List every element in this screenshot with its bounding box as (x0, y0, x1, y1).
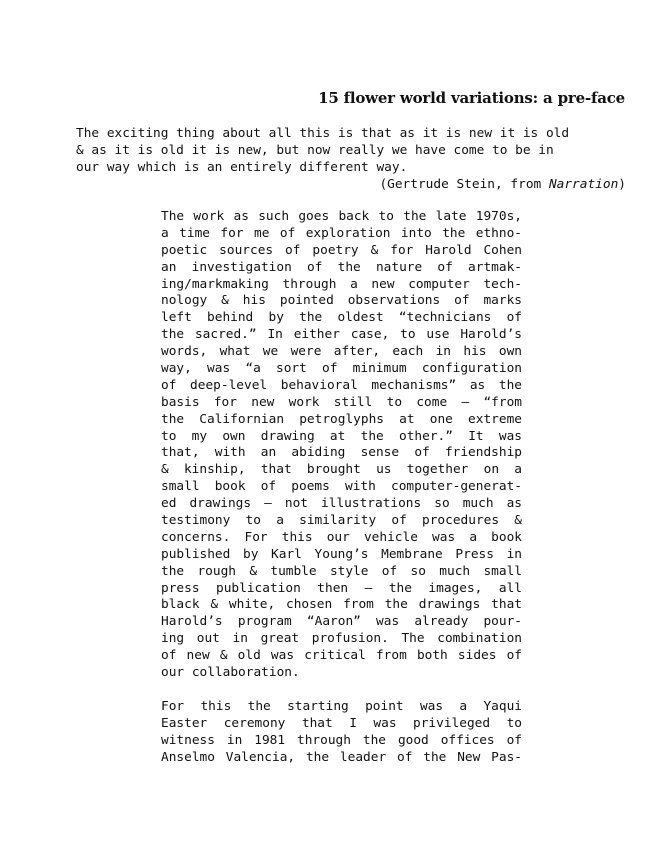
epigraph (76, 125, 626, 193)
text-line: way, was “a sort of minimum configuration (161, 361, 522, 377)
epigraph-line: The exciting thing about all this is that as it is new it is old (76, 126, 570, 141)
text-line: The work as such goes back to the late 1970s, (161, 209, 522, 224)
epigraph-line: & as it is old it is new, but now really we have come to be in (76, 143, 554, 158)
text-line: For this the starting point was a Yaqui (161, 698, 522, 714)
attribution-work-title: Narration (548, 177, 619, 192)
text-line: our collaboration. (161, 665, 300, 681)
text-line: & kinship, that brought us together on a (161, 462, 522, 478)
text-line: the sacred.” In either case, to use Harold’s (161, 327, 522, 343)
text-line: a time for me of exploration into the ethno- (161, 225, 522, 241)
text-line: of deep-level behavioral mechanisms” as the (161, 377, 522, 393)
text-line: concerns. For this our vehicle was a book (161, 529, 522, 545)
text-line: that, with an abiding sense of friendship (161, 445, 522, 461)
epigraph-line: our way which is an entirely different way. (76, 160, 408, 175)
text-line: Anselmo Valencia, the leader of the New Pas- (161, 749, 522, 765)
text-line: to my own drawing at the other.” It was (161, 428, 522, 444)
text-line: ed drawings – not illustrations so much as (161, 496, 522, 512)
text-line: poetic sources of poetry & for Harold Cohen (161, 242, 522, 258)
text-line: of new & old was critical from both sides of (161, 648, 522, 664)
text-line: words, what we were after, each in his own (161, 344, 522, 360)
page-title: 15 flower world variations: a pre-face (318, 89, 625, 107)
text-line: basis for new work still to come – “from (161, 394, 522, 410)
text-line: nology & his pointed observations of marks (161, 293, 522, 309)
attribution-suffix: ) (618, 177, 626, 192)
text-line: ing/markmaking through a new computer tech- (161, 276, 522, 292)
text-line: published by Karl Young’s Membrane Press in (161, 546, 522, 562)
attribution-prefix: (Gertrude Stein, from (379, 177, 549, 192)
text-line: Easter ceremony that I was privileged to (161, 715, 522, 731)
text-line: the Californian petroglyphs at one extreme (161, 411, 522, 427)
text-line: black & white, chosen from the drawings that (161, 597, 522, 613)
text-line: small book of poems with computer-generat- (161, 479, 522, 495)
body-text (161, 209, 522, 766)
text-line: left behind by the oldest “technicians of (161, 310, 522, 326)
paragraph-1 (161, 209, 522, 682)
epigraph-attribution (76, 176, 626, 193)
text-line: ing out in great profusion. The combination (161, 631, 522, 647)
text-line: witness in 1981 through the good offices of (161, 732, 522, 748)
text-line: the rough & tumble style of so much small (161, 563, 522, 579)
text-line: Harold’s program “Aaron” was already pour- (161, 614, 522, 630)
paragraph-2 (161, 699, 522, 767)
text-line: an investigation of the nature of artmak- (161, 259, 522, 275)
text-line: press publication then – the images, all (161, 580, 522, 596)
text-line: testimony to a similarity of procedures & (161, 513, 522, 529)
paragraph-gap (161, 682, 522, 699)
